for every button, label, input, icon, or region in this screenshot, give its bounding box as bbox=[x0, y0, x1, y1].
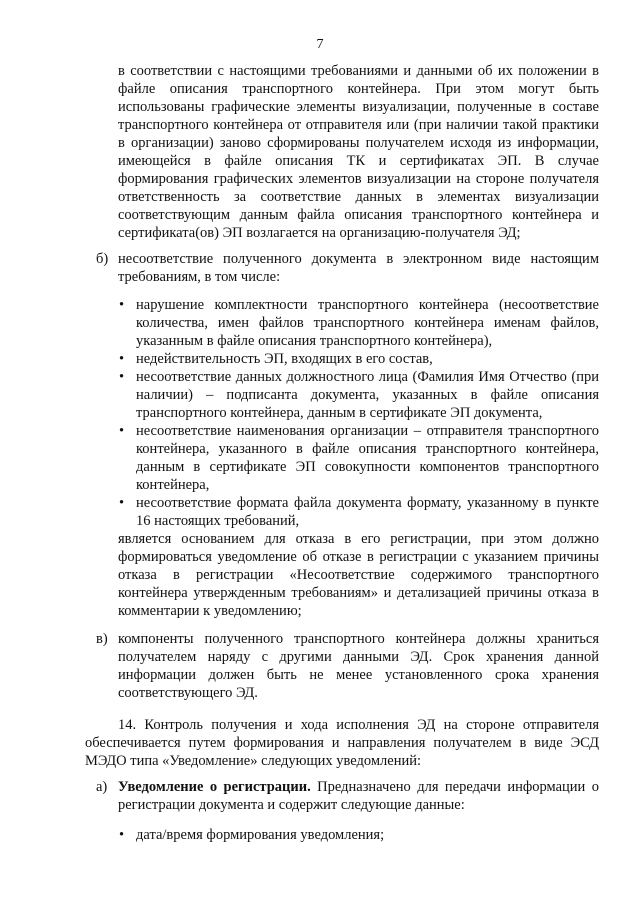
item-b-continuation: является основанием для отказа в его регистрации, при этом должно формироваться уведомление об отказе в регистрации с указанием причины отказа в регистрации «Несоответствие содержимого транспортного контейнера утвержденным требованиям» и детализацией причины отказа в комментарии к уведомлению; bbox=[118, 531, 599, 619]
notification-title: Уведомление о регистрации. bbox=[118, 779, 311, 795]
page-number: 7 bbox=[316, 37, 324, 52]
document-body bbox=[0, 62, 640, 844]
bullet-icon: • bbox=[119, 351, 125, 367]
list-marker-v: в) bbox=[96, 631, 108, 647]
bullet-item bbox=[119, 368, 599, 422]
bullet-icon: • bbox=[119, 423, 125, 439]
bullet-icon: • bbox=[119, 297, 125, 313]
bullet-text: несоответствие формата файла документа формату, указанному в пункте 16 настоящих требований, bbox=[136, 495, 599, 529]
bullet-item bbox=[119, 422, 599, 494]
list-item-v bbox=[96, 630, 599, 702]
intro-paragraph: в соответствии с настоящими требованиями и данными об их положении в файле описания транспортного контейнера. При этом могут быть использованы графические элементы визуализации, полученные в составе транспортного контейнера от отправителя или (при наличии такой практики в организации) заново сформированы получателем исходя из информации, имеющейся в файле описания ТК и сертификатах ЭП. В случае формирования графических элементов визуализации на стороне получателя ответственность за соответствие данных в элементах визуализации соответствующим данным файла описания транспортного контейнера и сертификата(ов) ЭП возлагается на организацию-получателя ЭД; bbox=[118, 63, 599, 241]
bullet-text: дата/время формирования уведомления; bbox=[136, 827, 385, 843]
bullet-item bbox=[119, 296, 599, 350]
bullet-item bbox=[119, 494, 599, 530]
list-marker-b: б) bbox=[96, 251, 109, 267]
bullet-text: нарушение комплектности транспортного контейнера (несоответствие количества, имен файлов транспортного контейнера именам файлов, указанным в файле описания транспортного контейнера), bbox=[136, 297, 599, 349]
bullet-icon: • bbox=[119, 827, 125, 843]
list-item-b bbox=[96, 250, 599, 286]
paragraph-14: 14. Контроль получения и хода исполнения ЭД на стороне отправителя обеспечивается путем формирования и направления получателем в виде ЭСД МЭДО типа «Уведомление» следующих уведомлений: bbox=[85, 717, 599, 769]
list-item-v-text: компоненты полученного транспортного контейнера должны храниться получателем наряду с другими данными ЭД. Срок хранения данной информации должен быть не менее установленного срока хранения соответствующего ЭД. bbox=[118, 631, 599, 701]
list-item-a bbox=[96, 778, 599, 814]
list-item-b-text: несоответствие полученного документа в электронном виде настоящим требованиям, в том числе: bbox=[118, 251, 599, 285]
bullet-text: несоответствие наименования организации – отправителя транспортного контейнера, указанного в файле описания транспортного контейнера, данным в сертификате ЭП совокупности компонентов транспортного контейнера, bbox=[136, 423, 599, 493]
bullet-icon: • bbox=[119, 495, 125, 511]
bullet-icon: • bbox=[119, 369, 125, 385]
bullet-text: несоответствие данных должностного лица (Фамилия Имя Отчество (при наличии) – подписанта документа, указанных в файле описания транспортного контейнера, данным в сертификате ЭП документа, bbox=[136, 369, 599, 421]
list-item-a-text: Предназначено для передачи информации о регистрации документа и содержит следующие данные: bbox=[118, 779, 599, 813]
bullet-item bbox=[119, 350, 599, 368]
list-marker-a: а) bbox=[96, 779, 108, 795]
bullet-list-b bbox=[0, 296, 640, 530]
bullet-item bbox=[119, 826, 599, 844]
bullet-text: недействительность ЭП, входящих в его состав, bbox=[136, 351, 433, 367]
